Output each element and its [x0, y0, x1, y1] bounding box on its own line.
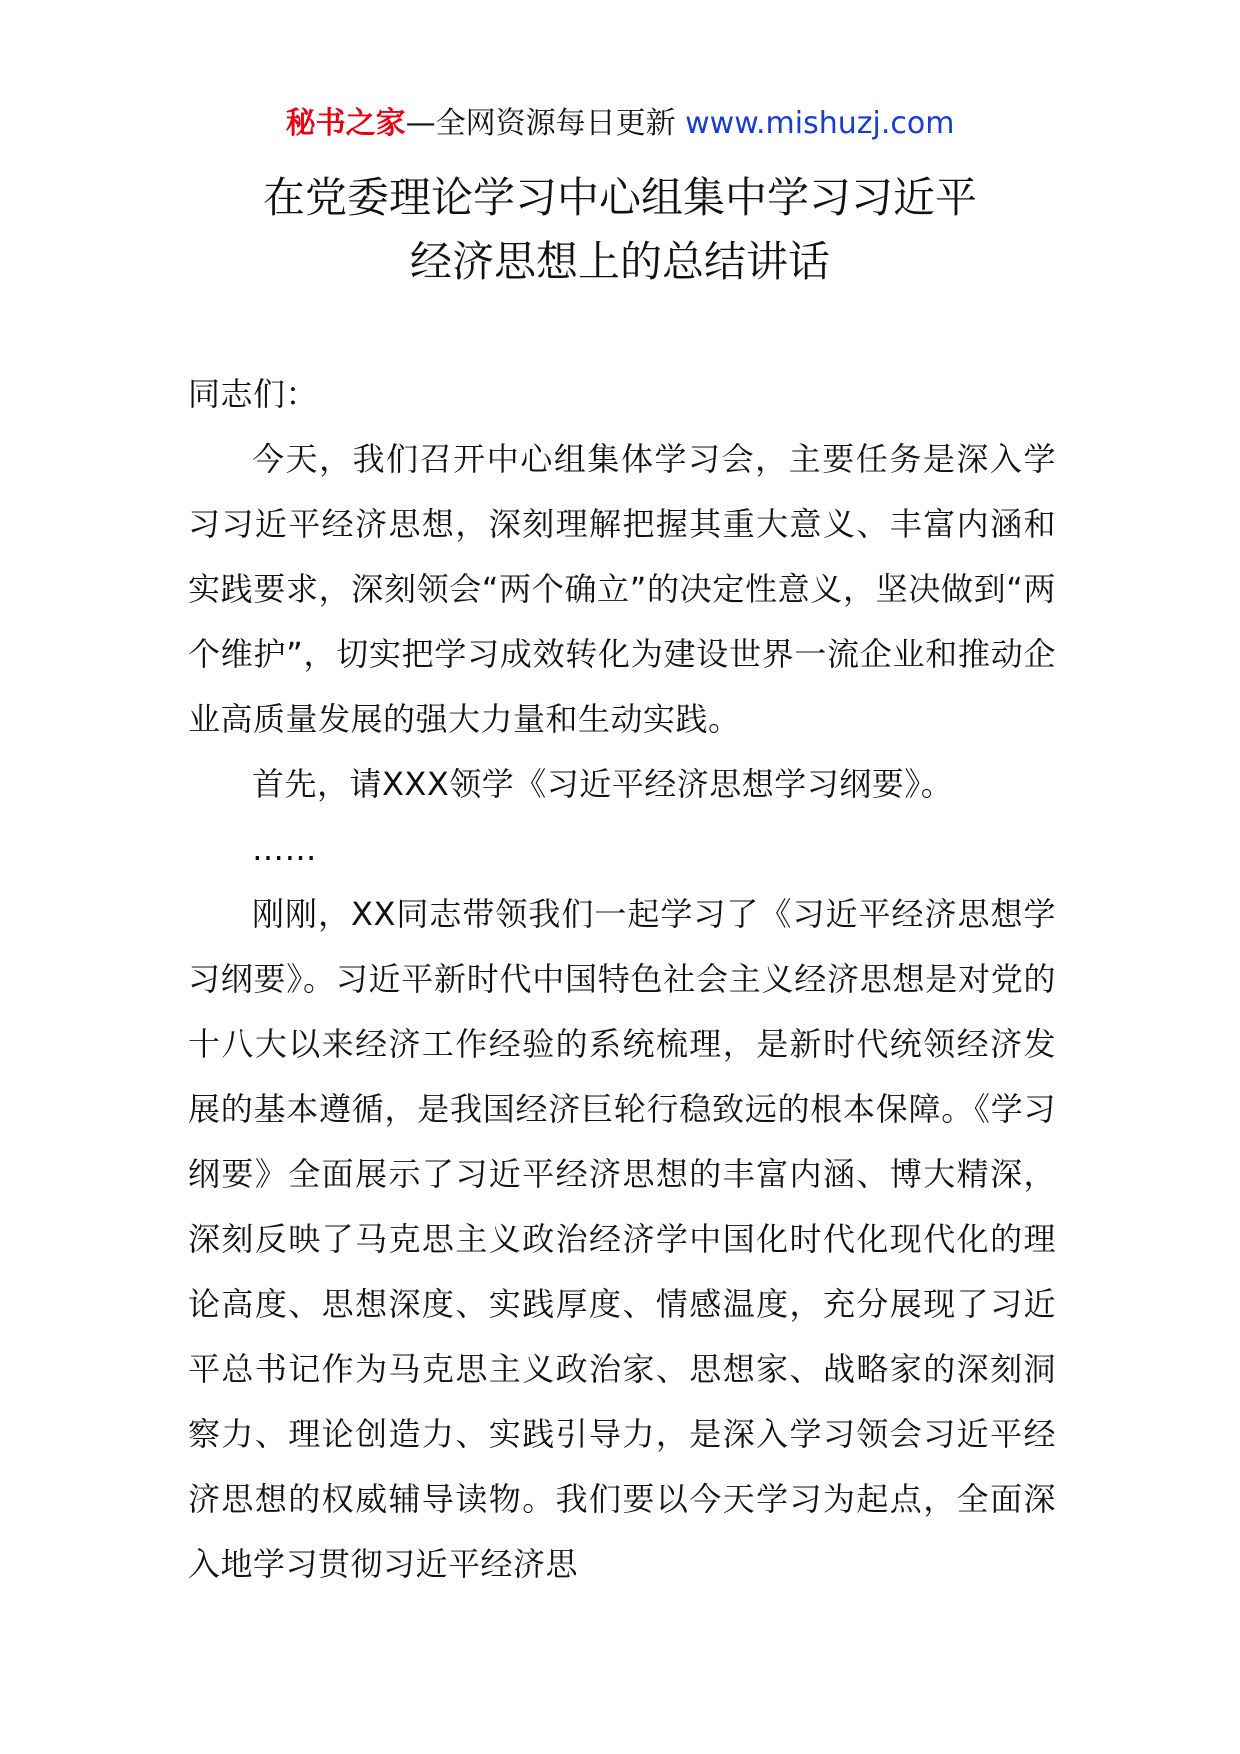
salutation: 同志们：: [188, 375, 319, 413]
paragraph-summary: 刚刚，XX同志带领我们一起学习了《习近平经济思想学习纲要》。习近平新时代中国特色社会主义经济思想是对党的十八大以来经济工作经验的系统梳理，是新时代统领经济发展的基本遵循，是我国经济巨轮行稳致远的根本保障。《学习纲要》全面展示了习近平经济思想的丰富内涵、博大精深，深刻反映了马克思主义政治经济学中国化时代化现代化的理论高度、思想深度、实践厚度、情感温度，充分展现了习近平总书记作为马克思主义政治家、思想家、战略家的深刻洞察力、理论创造力、实践引导力，是深入学习领会习近平经济思想的权威辅导读物。我们要以今天学习为起点，全面深入地学习贯彻习近平经济思: [188, 895, 1056, 1583]
document-title: [0, 166, 1240, 294]
paragraph-leading-study: 首先，请XXX领学《习近平经济思想学习纲要》。: [252, 765, 954, 803]
site-url[interactable]: www.mishuzj.com: [685, 106, 955, 141]
paragraph-ellipsis: ……: [252, 830, 317, 868]
site-brand: 秘书之家: [285, 106, 406, 141]
document-body: [188, 362, 1056, 1597]
site-slogan: —全网资源每日更新: [405, 106, 686, 141]
site-header: [0, 100, 1240, 148]
title-line-2: 经济思想上的总结讲话: [409, 237, 830, 286]
paragraph-intro: 今天，我们召开中心组集体学习会，主要任务是深入学习习近平经济思想，深刻理解把握其重大意义、丰富内涵和实践要求，深刻领会“两个确立”的决定性意义，坚决做到“两个维护”，切实把学习成效转化为建设世界一流企业和推动企业高质量发展的强大力量和生动实践。: [188, 440, 1056, 738]
title-line-1: 在党委理论学习中心组集中学习习近平: [262, 173, 977, 222]
